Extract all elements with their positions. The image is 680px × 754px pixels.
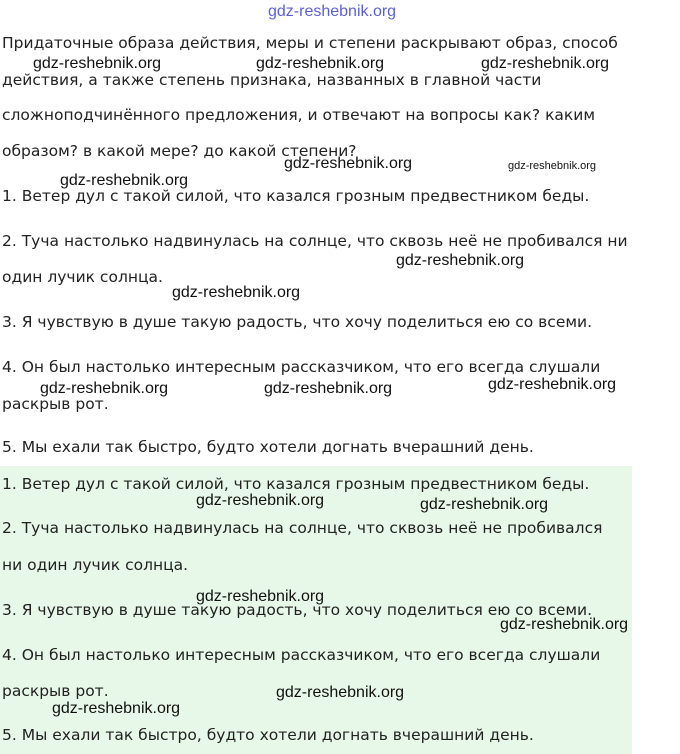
watermark: gdz-reshebnik.org	[264, 380, 393, 397]
answer-line-3: ни один лучик солнца.	[2, 556, 189, 574]
watermark: gdz-reshebnik.org	[33, 55, 162, 72]
answer-line-7: 5. Мы ехали так быстро, будто хотели догнать вчерашний день.	[2, 726, 534, 744]
intro-line-4: образом? в какой мере? до какой степени?	[2, 142, 357, 160]
answer-line-2: 2. Туча настолько надвинулась на солнце, что сквозь неё не пробивался	[2, 519, 603, 537]
example-line-5: 4. Он был настолько интересным рассказчиком, что его всегда слушали	[2, 358, 601, 376]
watermark: gdz-reshebnik.org	[284, 155, 413, 172]
watermark: gdz-reshebnik.org	[481, 55, 610, 72]
example-line-4: 3. Я чувствую в душе такую радость, что хочу поделиться ею со всеми.	[2, 313, 593, 331]
watermark: gdz-reshebnik.org	[396, 252, 525, 269]
intro-line-3: сложноподчинённого предложения, и отвечают на вопросы как? каким	[2, 106, 596, 124]
example-line-1: 1. Ветер дул с такой силой, что казался грозным предвестником беды.	[2, 187, 590, 205]
example-line-3: один лучик солнца.	[2, 268, 163, 286]
example-line-7: 5. Мы ехали так быстро, будто хотели догнать вчерашний день.	[2, 438, 534, 456]
watermark: gdz-reshebnik.org	[196, 588, 325, 605]
answer-line-1: 1. Ветер дул с такой силой, что казался грозным предвестником беды.	[2, 475, 590, 493]
example-line-2: 2. Туча настолько надвинулась на солнце, что сквозь неё не пробивался ни	[2, 232, 628, 250]
intro-line-2: действия, а также степень признака, названных в главной части	[2, 71, 542, 89]
watermark: gdz-reshebnik.org	[508, 160, 597, 172]
watermark: gdz-reshebnik.org	[256, 55, 385, 72]
answer-line-6: раскрыв рот.	[2, 682, 109, 700]
watermark: gdz-reshebnik.org	[172, 284, 301, 301]
watermark: gdz-reshebnik.org	[488, 376, 617, 393]
watermark-header-link[interactable]: gdz-reshebnik.org	[268, 3, 397, 20]
watermark: gdz-reshebnik.org	[196, 492, 325, 509]
watermark: gdz-reshebnik.org	[276, 684, 405, 701]
watermark: gdz-reshebnik.org	[40, 380, 169, 397]
watermark: gdz-reshebnik.org	[420, 496, 549, 513]
example-line-6: раскрыв рот.	[2, 395, 109, 413]
watermark: gdz-reshebnik.org	[60, 172, 189, 189]
watermark: gdz-reshebnik.org	[52, 700, 181, 717]
answer-line-5: 4. Он был настолько интересным рассказчиком, что его всегда слушали	[2, 646, 601, 664]
watermark: gdz-reshebnik.org	[500, 616, 629, 633]
answer-line-4: 3. Я чувствую в душе такую радость, что хочу поделиться ею со всеми.	[2, 601, 593, 619]
intro-line-1: Придаточные образа действия, меры и степени раскрывают образ, способ	[2, 34, 618, 52]
